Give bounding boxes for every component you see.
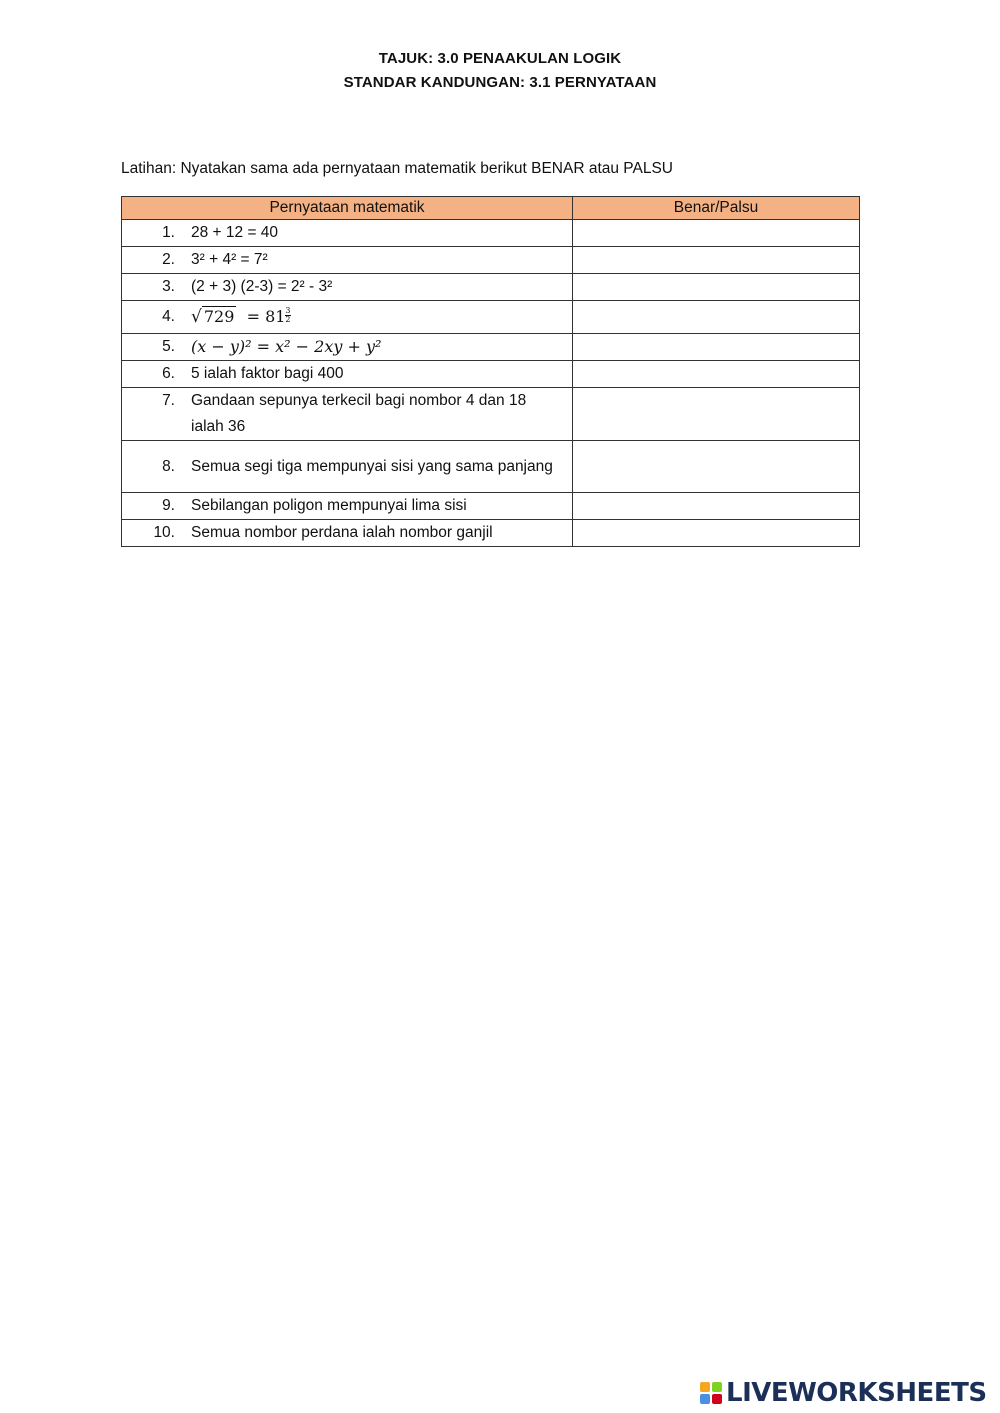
logo-square — [712, 1382, 722, 1392]
statement-text: 3² + 4² = 7² — [191, 251, 268, 268]
row-number: 5. — [162, 338, 175, 355]
logo-square — [712, 1394, 722, 1404]
header-statement: Pernyataan matematik — [122, 197, 573, 220]
answer-cell[interactable] — [573, 441, 860, 493]
answer-cell[interactable] — [573, 301, 860, 334]
statements-table — [121, 196, 860, 547]
liveworksheets-logo — [700, 1377, 987, 1409]
table-row — [122, 301, 860, 334]
answer-cell[interactable] — [573, 334, 860, 361]
table-row — [122, 441, 860, 493]
worksheet-title: TAJUK: 3.0 PENAAKULAN LOGIK — [378, 50, 622, 67]
exp-numerator: 3 — [285, 306, 291, 315]
row-number: 1. — [162, 224, 175, 241]
statement-text: Semua segi tiga mempunyai sisi yang sama panjang — [191, 457, 553, 475]
row-number: 9. — [162, 497, 175, 514]
row-number: 7. — [162, 392, 175, 409]
statement-text: Sebilangan poligon mempunyai lima sisi — [191, 497, 467, 514]
statement-text: 5 ialah faktor bagi 400 — [191, 365, 344, 382]
row-number: 4. — [162, 308, 175, 325]
table-row — [122, 334, 860, 361]
answer-cell[interactable] — [573, 388, 860, 441]
table-row — [122, 388, 860, 441]
row-number: 2. — [162, 251, 175, 268]
answer-cell[interactable] — [573, 361, 860, 388]
logo-text: LIVEWORKSHEETS — [726, 1378, 987, 1408]
row-number: 8. — [162, 457, 175, 475]
table-row — [122, 520, 860, 547]
row-number: 3. — [162, 278, 175, 295]
radicand: 729 — [203, 307, 235, 326]
logo-square — [700, 1382, 710, 1392]
logo-mark-icon — [700, 1382, 722, 1404]
statement-text: 28 + 12 = 40 — [191, 224, 279, 241]
answer-cell[interactable] — [573, 520, 860, 547]
table-row — [122, 274, 860, 301]
table-header-row — [122, 197, 860, 220]
table-row — [122, 247, 860, 274]
power-base: 81 — [265, 307, 286, 326]
answer-cell[interactable] — [573, 220, 860, 247]
statement-text: Semua nombor perdana ialah nombor ganjil — [191, 524, 493, 541]
instruction-text: Latihan: Nyatakan sama ada pernyataan matematik berikut BENAR atau PALSU — [121, 160, 673, 177]
exp-denominator: 2 — [285, 315, 291, 324]
answer-cell[interactable] — [573, 274, 860, 301]
statement-text: (2 + 3) (2-3) = 2² - 3² — [191, 278, 333, 295]
table-row — [122, 220, 860, 247]
table-row — [122, 361, 860, 388]
row-number: 6. — [162, 365, 175, 382]
worksheet-subtitle: STANDAR KANDUNGAN: 3.1 PERNYATAAN — [343, 74, 657, 91]
logo-square — [700, 1394, 710, 1404]
answer-cell[interactable] — [573, 247, 860, 274]
header-true-false: Benar/Palsu — [573, 197, 860, 220]
answer-cell[interactable] — [573, 493, 860, 520]
table-row — [122, 493, 860, 520]
statement-math: (x − y)² = x² − 2xy + y² — [191, 337, 382, 356]
statement-math: √ 729 = 81 $\frac{3}{2}$ — [191, 306, 291, 327]
row-number: 10. — [153, 524, 175, 541]
statement-text: Gandaan sepunya terkecil bagi nombor 4 dan 18 ialah 36 — [191, 392, 527, 435]
